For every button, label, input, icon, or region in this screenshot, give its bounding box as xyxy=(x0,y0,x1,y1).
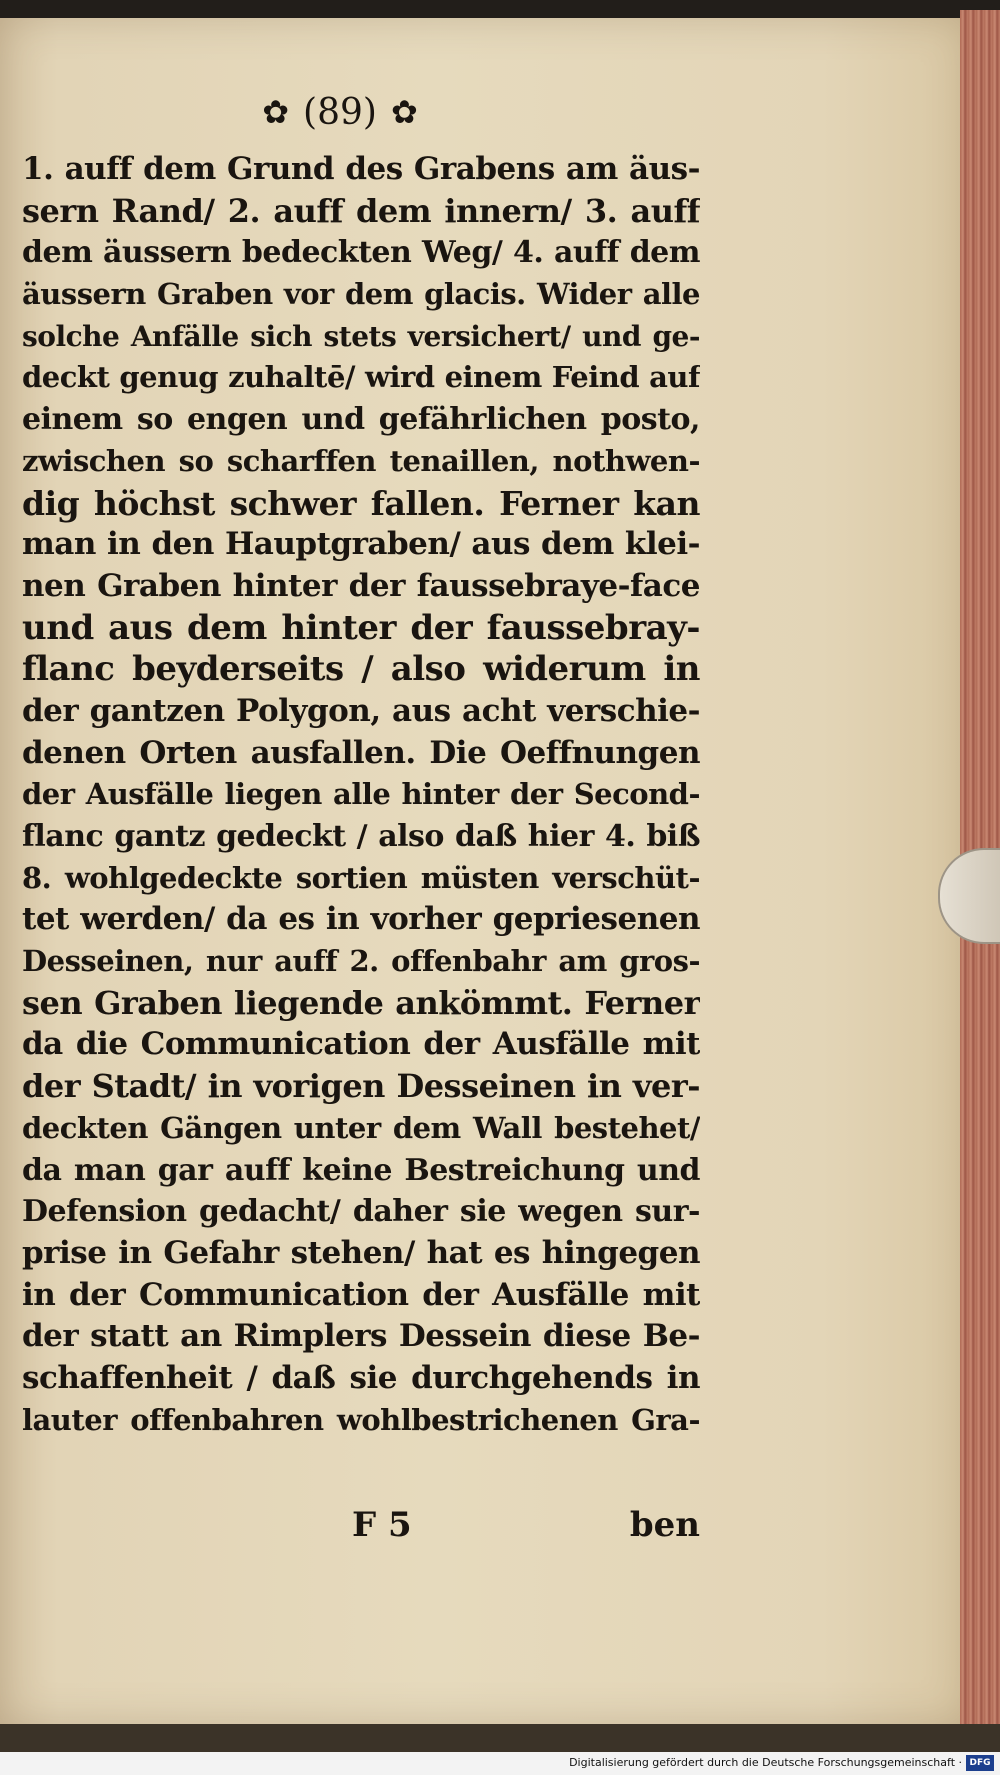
text-line: und aus dem hinter der faussebray- xyxy=(22,607,700,648)
text-line: der statt an Rimplers Dessein diese Be- xyxy=(22,1318,700,1355)
text-line: deckt genug zuhaltē/ wird einem Feind auf xyxy=(22,360,700,395)
text-line: Defension gedacht/ daher sie wegen sur- xyxy=(22,1194,700,1230)
signature-mark: F 5 xyxy=(352,1505,412,1545)
text-line: zwischen so scharffen tenaillen, nothwen- xyxy=(22,443,700,478)
text-line: sen Graben liegende ankömmt. Ferner xyxy=(22,983,700,1022)
text-line: der Stadt/ in vorigen Desseinen in ver- xyxy=(22,1067,700,1106)
catchword: ben xyxy=(629,1505,700,1545)
scan-border xyxy=(0,1724,1000,1752)
text-line: flanc beyderseits / also widerum in xyxy=(22,649,700,690)
left-ornament-icon: ✿ xyxy=(262,93,290,131)
text-line: flanc gantz gedeckt / also daß hier 4. biß xyxy=(22,819,700,854)
text-line: 8. wohlgedeckte sortien müsten verschüt- xyxy=(22,860,700,895)
page-number: (89) xyxy=(303,91,377,133)
text-line: solche Anfälle sich stets versichert/ und ge- xyxy=(22,319,700,353)
dfg-logo-icon: DFG xyxy=(966,1755,994,1771)
text-line: man in den Hauptgraben/ aus dem klei- xyxy=(22,526,700,563)
credit-bar xyxy=(0,1752,1000,1775)
text-line: nen Graben hinter der faussebraye-face xyxy=(22,567,700,604)
book-page xyxy=(0,18,968,1724)
text-line: der gantzen Polygon, aus acht verschie- xyxy=(22,692,700,729)
text-line: in der Communication der Ausfälle mit xyxy=(22,1276,700,1313)
text-line: denen Orten ausfallen. Die Oeffnungen xyxy=(22,734,700,771)
page-header xyxy=(240,84,440,140)
right-ornament-icon: ✿ xyxy=(390,93,418,131)
page-foot xyxy=(22,1501,700,1549)
text-line: Desseinen, nur auff 2. offenbahr am gros- xyxy=(22,944,700,979)
funding-credit: Digitalisierung gefördert durch die Deutsche Forschungsgemeinschaft · xyxy=(569,1756,962,1769)
text-line: prise in Gefahr stehen/ hat es hingegen xyxy=(22,1234,700,1271)
body-text xyxy=(22,149,700,1441)
text-line: deckten Gängen unter dem Wall bestehet/ xyxy=(22,1110,700,1145)
text-line: tet werden/ da es in vorher gepriesenen xyxy=(22,901,700,938)
text-line: schaffenheit / daß sie durchgehends in xyxy=(22,1359,700,1396)
text-line: einem so engen und gefährlichen posto, xyxy=(22,402,700,438)
text-line: lauter offenbahren wohlbestrichenen Gra- xyxy=(22,1402,700,1437)
text-line: 1. auff dem Grund des Grabens am äus- xyxy=(22,151,700,187)
text-line: da die Communication der Ausfälle mit xyxy=(22,1026,700,1063)
text-line: äussern Graben vor dem glacis. Wider alle xyxy=(22,277,700,312)
text-line: da man gar auff keine Bestreichung und xyxy=(22,1152,700,1188)
text-line: der Ausfälle liegen alle hinter der Second- xyxy=(22,777,700,812)
text-line: dig höchst schwer fallen. Ferner kan xyxy=(22,483,700,523)
text-line: sern Rand/ 2. auff dem innern/ 3. auff xyxy=(22,191,700,230)
text-line: dem äussern bedeckten Weg/ 4. auff dem xyxy=(22,235,700,271)
